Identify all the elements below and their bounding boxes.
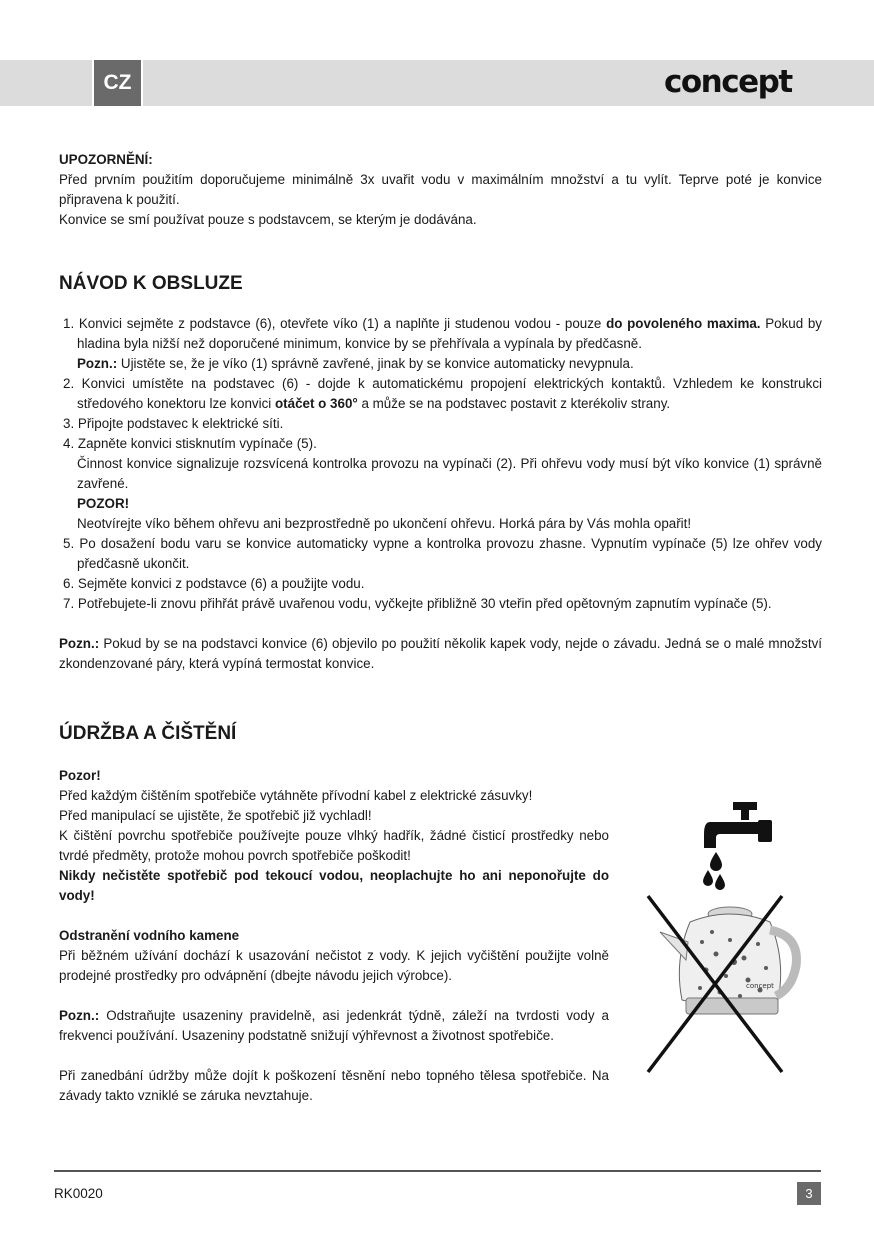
- step-1-note: [59, 354, 822, 374]
- step-1-text-a: 1. Konvici sejměte z podstavce (6), otevřete víko (1) a naplňte ji studenou vodou - pouze: [63, 316, 607, 331]
- step-4-detail: Činnost konvice signalizuje rozsvícená kontrolka provozu na vypínači (2). Při ohřevu vody musí být víko konvice (1) správně zavřené.: [77, 456, 822, 491]
- step-1-note-label: Pozn.:: [77, 356, 118, 371]
- step-3: 3. Připojte podstavec k elektrické síti.: [63, 416, 284, 431]
- step-6: 6. Sejměte konvici z podstavce (6) a použijte vodu.: [63, 576, 365, 591]
- step-4-warning-label: POZOR!: [77, 496, 130, 511]
- descale-title: Odstranění vodního kamene: [59, 928, 240, 943]
- step-7: 7. Potřebujete-li znovu přihřát právě uvařenou vodu, vyčkejte přibližně 30 vteřin před opětovným zapnutím vypínače (5).: [63, 596, 772, 611]
- page-number: 3: [797, 1182, 821, 1205]
- instructions-heading: NÁVOD K OBSLUZE: [59, 273, 243, 294]
- step-5: 5. Po dosažení bodu varu se konvice automaticky vypne a kontrolka provozu zhasne. Vypnutím vypínače (5) lze ohřev vody předčasně ukončit.: [63, 536, 822, 571]
- language-badge: CZ: [92, 60, 143, 106]
- descale-note-text: Odstraňujte usazeniny pravidelně, asi jedenkrát týdně, záleží na tvrdosti vody a frekvenci používání. Usazeniny podstatně snižují výhřevnost a životnost spotřebiče.: [59, 1008, 609, 1043]
- descale-text: Při běžném užívání dochází k usazování nečistot z vody. K jejich vyčištění použijte volně prodejné prostředky pro odvápnění (dbejte návodu jejich výrobce).: [59, 948, 609, 983]
- step-1-text-b: Pokud by hladina byla nižší než doporučené minimum, konvice by se přehřívala a vypínala by předčasně.: [77, 316, 822, 351]
- main-content: [59, 150, 822, 746]
- brand-logo: concept: [664, 64, 792, 100]
- kettle-image: [660, 907, 796, 1014]
- descale-note: [59, 1006, 609, 1046]
- maintenance-section: [59, 766, 609, 1106]
- instructions-note: [59, 634, 822, 674]
- instructions-note-label: Pozn.:: [59, 636, 100, 651]
- step-1-bold: do povoleného maxima.: [606, 316, 761, 331]
- caution-label: Pozor!: [59, 768, 101, 783]
- step-2-bold: otáčet o 360°: [275, 396, 358, 411]
- warning-title: UPOZORNĚNÍ:: [59, 152, 153, 167]
- instructions-note-text: Pokud by se na podstavci konvice (6) objevilo po použití několik kapek vody, nejde o závadu. Jedná se o malé množství zkondenzované páry, která vypíná termostat konvice.: [59, 636, 822, 671]
- step-4: 4. Zapněte konvici stisknutím vypínače (5).: [63, 436, 317, 451]
- step-1: [59, 314, 822, 354]
- caution-line-3: K čištění povrchu spotřebiče používejte pouze vlhký hadřík, žádné čisticí prostředky nebo tvrdé předměty, protože mohou povrch spotřebiče poškodit!: [59, 828, 609, 863]
- faucet-icon: [704, 802, 772, 848]
- footer-divider: [54, 1170, 821, 1172]
- caution-line-2: Před manipulací se ujistěte, že spotřebič již vychladl!: [59, 808, 372, 823]
- warning-text-2: Konvice se smí používat pouze s podstavcem, se kterým je dodávána.: [59, 212, 477, 227]
- step-4-warning: Neotvírejte víko během ohřevu ani bezprostředně po ukončení ohřevu. Horká pára by Vás mohla opařit!: [77, 516, 692, 531]
- maintenance-heading: ÚDRŽBA A ČIŠTĚNÍ: [59, 723, 237, 744]
- kettle-brand-label: concept: [746, 982, 774, 990]
- water-drops-icon: [703, 852, 725, 890]
- caution-line-1: Před každým čištěním spotřebiče vytáhněte přívodní kabel z elektrické zásuvky!: [59, 788, 533, 803]
- no-water-illustration: [630, 792, 820, 1082]
- step-2-text-a: 2. Konvici umístěte na podstavec (6) - dojde k automatickému propojení elektrických kontaktů. Vzhledem ke konstrukci středového konektoru lze konvici: [63, 376, 822, 411]
- warning-text-1: Před prvním použitím doporučujeme minimálně 3x uvařit vodu v maximálním množství a tu vylít. Teprve poté je konvice připravena k použití.: [59, 172, 822, 207]
- final-text: Při zanedbání údržby může dojít k poškození těsnění nebo topného tělesa spotřebiče. Na závady takto vzniklé se záruka nevztahuje.: [59, 1068, 609, 1103]
- instructions-list: [59, 314, 822, 614]
- caution-line-4: Nikdy nečistěte spotřebič pod tekoucí vodou, neoplachujte ho ani neponořujte do vody!: [59, 868, 609, 903]
- step-2: [59, 374, 822, 414]
- step-2-text-b: a může se na podstavec postavit z kterékoliv strany.: [357, 396, 671, 411]
- model-number: RK0020: [54, 1186, 103, 1201]
- descale-note-label: Pozn.:: [59, 1008, 100, 1023]
- step-1-note-text: Ujistěte se, že je víko (1) správně zavřené, jinak by se konvice automaticky nevypnula.: [117, 356, 634, 371]
